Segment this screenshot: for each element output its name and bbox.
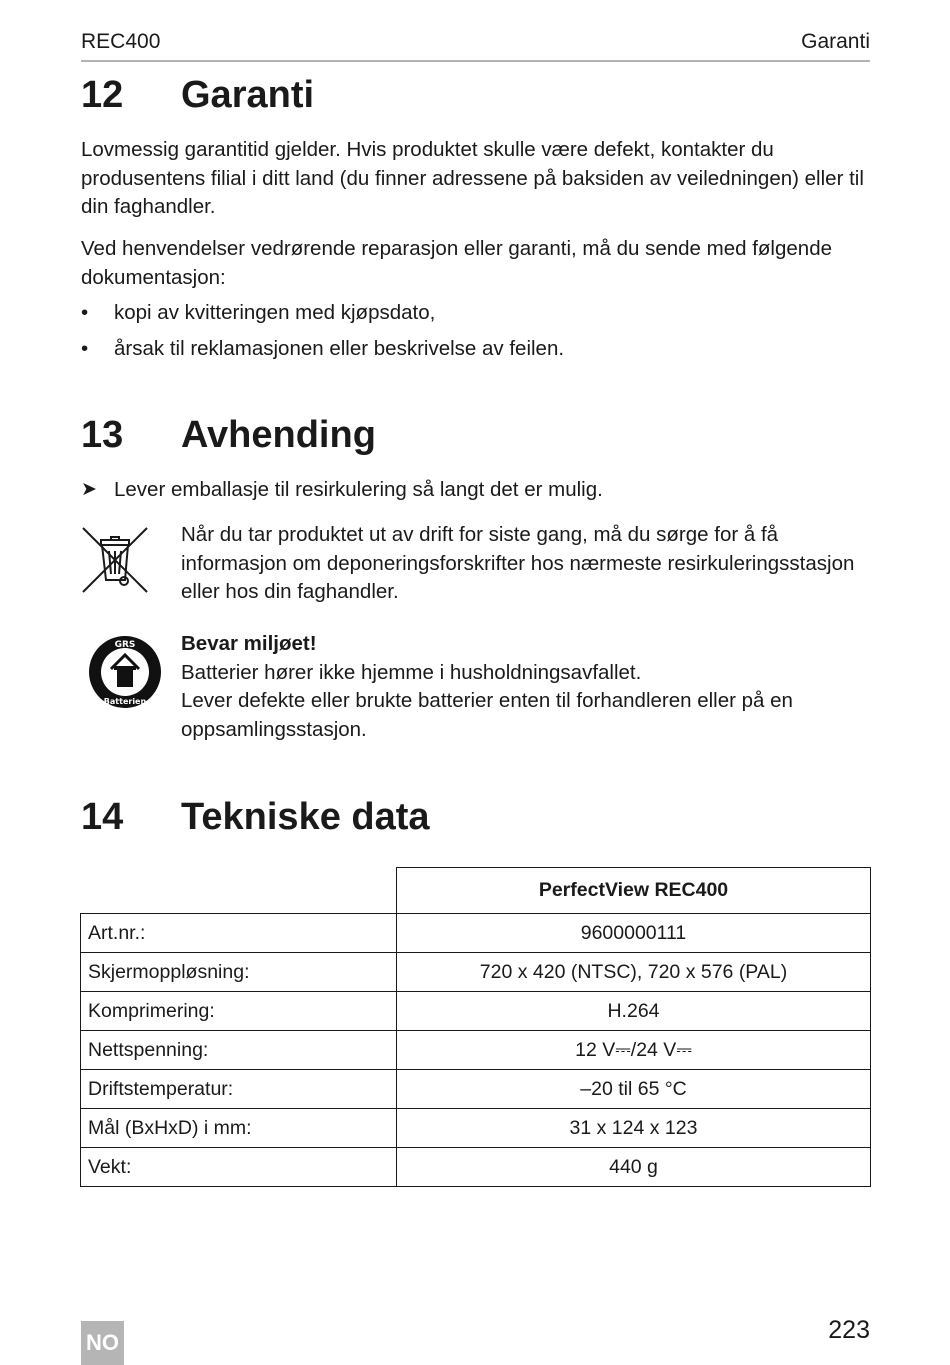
section-14-title: [81, 796, 430, 839]
table-cell-label: Vekt:: [81, 1148, 397, 1187]
table-row: [81, 1109, 871, 1148]
battery-line: Lever defekte eller brukte batterier enten til forhandleren eller på en oppsamlingsstasjon.: [181, 689, 793, 741]
instruction-text: Lever emballasje til resirkulering så langt det er mulig.: [114, 478, 603, 501]
list-item-text: kopi av kvitteringen med kjøpsdato,: [114, 301, 436, 324]
section-number: 14: [81, 796, 124, 838]
table-row: [81, 1070, 871, 1109]
list-item-text: årsak til reklamasjonen eller beskrivelse av feilen.: [114, 337, 565, 360]
table-cell-value: 12 V⎓/24 V⎓: [397, 1031, 871, 1070]
table-cell-label: Mål (BxHxD) i mm:: [81, 1109, 397, 1148]
table-cell-value: –20 til 65 °C: [397, 1070, 871, 1109]
table-row: [81, 953, 871, 992]
section-number: 13: [81, 414, 124, 456]
section-heading: Garanti: [181, 74, 315, 116]
table-cell-label: Komprimering:: [81, 992, 397, 1031]
header-product: REC400: [81, 30, 161, 53]
table-cell-label: Skjermoppløsning:: [81, 953, 397, 992]
page-number: 223: [828, 1316, 870, 1344]
bullet-icon: •: [81, 337, 89, 360]
table-cell-value: 9600000111: [397, 914, 871, 953]
documentation-paragraph: Ved henvendelser vedrørende reparasjon eller garanti, må du sende med følgende dokumentasjon:: [81, 237, 832, 289]
table-cell-label: Nettspenning:: [81, 1031, 397, 1070]
table-cell-label: Driftstemperatur:: [81, 1070, 397, 1109]
header-divider: [81, 60, 870, 62]
header-section: Garanti: [801, 30, 870, 53]
grs-logo-bottom-text: Batterien: [103, 697, 147, 706]
bullet-icon: •: [81, 301, 89, 324]
table-header-row: [81, 868, 871, 914]
table-row: [81, 992, 871, 1031]
grs-batterien-recycling-icon: [86, 633, 164, 716]
table-row: [81, 1148, 871, 1187]
table-row: [81, 1031, 871, 1070]
section-heading: Tekniske data: [181, 796, 430, 838]
section-12-title: [81, 74, 314, 117]
table-cell-value: 440 g: [397, 1148, 871, 1187]
section-number: 12: [81, 74, 124, 116]
warranty-paragraph: Lovmessig garantitid gjelder. Hvis produktet skulle være defekt, kontakter du produsentens filial i ditt land (du finner adressene på baksiden av veiledningen) eller til din faghandler.: [81, 138, 864, 218]
table-cell-value: H.264: [397, 992, 871, 1031]
battery-heading: Bevar miljøet!: [181, 632, 317, 655]
table-header-empty-cell: [81, 868, 397, 914]
table-cell-label: Art.nr.:: [81, 914, 397, 953]
table-cell-value: 31 x 124 x 123: [397, 1109, 871, 1148]
battery-line: Batterier hører ikke hjemme i husholdningsavfallet.: [181, 661, 642, 684]
arrow-right-icon: ➤: [81, 479, 97, 500]
table-header-product: PerfectView REC400: [397, 868, 871, 914]
disposal-paragraph: Når du tar produktet ut av drift for siste gang, må du sørge for å få informasjon om deponeringsforskrifter hos nærmeste resirkuleringsstasjon eller hos din faghandler.: [181, 523, 855, 603]
crossed-out-wheelie-bin-icon: [80, 525, 150, 600]
language-badge: NO: [81, 1321, 124, 1365]
table-cell-value: 720 x 420 (NTSC), 720 x 576 (PAL): [397, 953, 871, 992]
section-13-title: [81, 414, 376, 457]
table-row: [81, 914, 871, 953]
section-heading: Avhending: [181, 414, 376, 456]
technical-data-table: [80, 867, 871, 1187]
grs-logo-top-text: GRS: [114, 640, 136, 650]
